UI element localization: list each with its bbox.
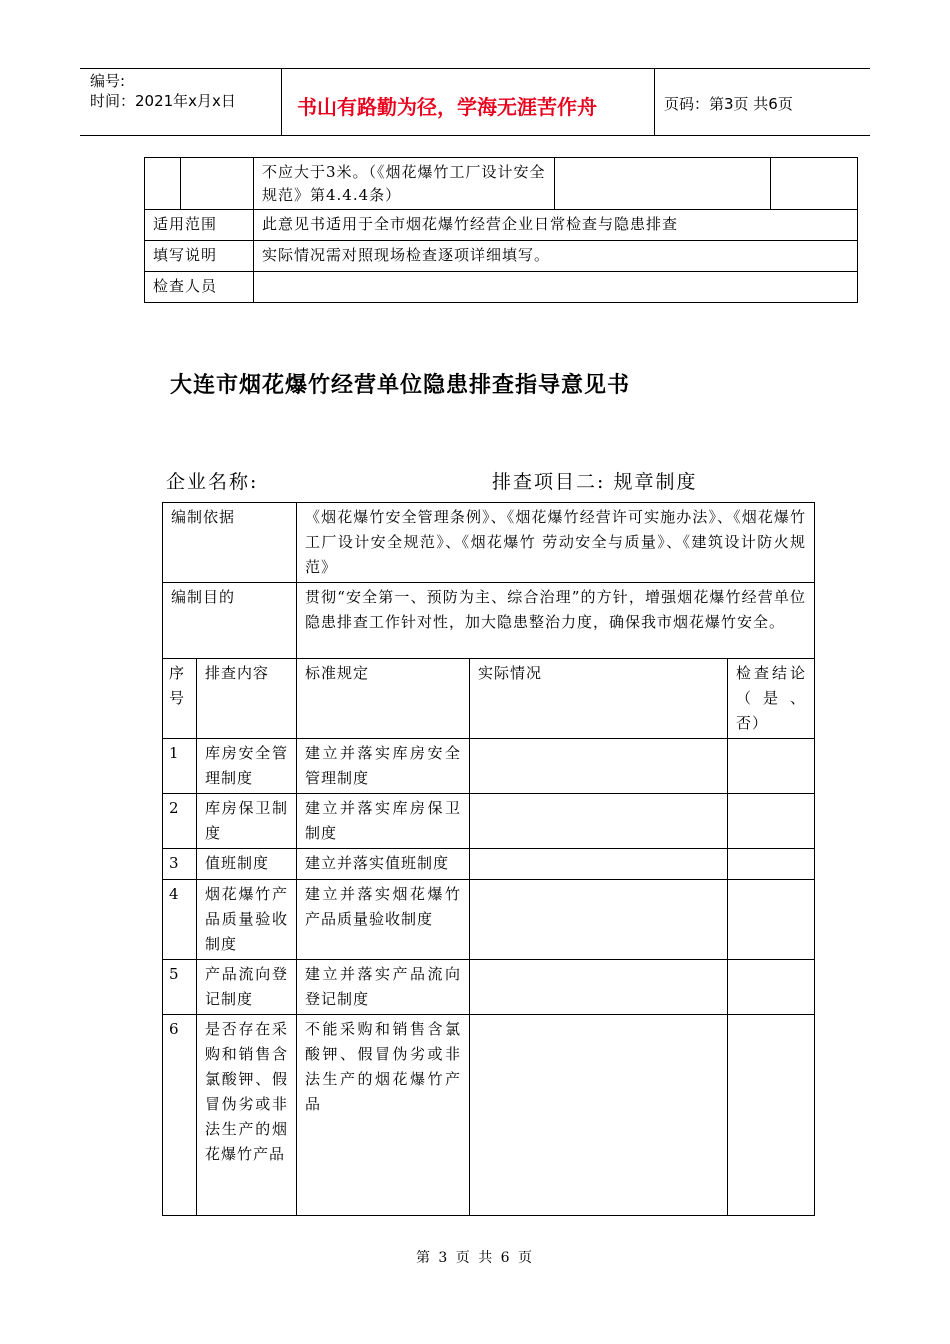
header-conclusion-text: 检查结论（是、否）: [736, 664, 807, 732]
inspector-label-cell: [145, 272, 254, 303]
row-actual[interactable]: [470, 739, 728, 794]
row-seq: [163, 794, 197, 849]
row-actual[interactable]: [470, 849, 728, 880]
row-content: [197, 739, 297, 794]
cont-cell-actual[interactable]: [555, 158, 771, 210]
cont-cell-conclusion[interactable]: [771, 158, 858, 210]
page-footer: 第 3 页 共 6 页: [415, 1250, 535, 1266]
row-conclusion[interactable]: [728, 960, 815, 1015]
row-standard-text: 建立并落实产品流向登记制度: [305, 965, 462, 1008]
row-conclusion[interactable]: [728, 1015, 815, 1216]
row-seq-text: 3: [169, 854, 180, 872]
header-conclusion: [728, 659, 815, 739]
table-row: [163, 739, 815, 794]
row-conclusion[interactable]: [728, 849, 815, 880]
row-content: [197, 794, 297, 849]
header-seq-text: 序号: [169, 664, 186, 707]
row-seq-text: 1: [169, 744, 180, 762]
row-seq: [163, 880, 197, 960]
row-actual[interactable]: [470, 794, 728, 849]
row-seq-text: 6: [169, 1020, 180, 1038]
row-standard: [297, 794, 470, 849]
row-content-text: 烟花爆竹产品质量验收制度: [205, 885, 289, 953]
inspection-table: [162, 502, 815, 1216]
header-divider-left: [281, 68, 282, 136]
row-conclusion[interactable]: [728, 794, 815, 849]
row-conclusion[interactable]: [728, 739, 815, 794]
row-seq: [163, 960, 197, 1015]
row-seq-text: 2: [169, 799, 180, 817]
row-actual[interactable]: [470, 880, 728, 960]
row-standard: [297, 849, 470, 880]
row-seq: [163, 739, 197, 794]
row-actual[interactable]: [470, 960, 728, 1015]
instructions-label: 填写说明: [153, 246, 218, 264]
cont-cell-standard: [254, 158, 555, 210]
row-standard-text: 建立并落实库房保卫制度: [305, 799, 462, 842]
scope-value: 此意见书适用于全市烟花爆竹经营企业日常检查与隐患排查: [262, 215, 679, 233]
row-standard-text: 建立并落实值班制度: [305, 854, 450, 872]
scope-value-cell: [254, 210, 858, 241]
instructions-value: 实际情况需对照现场检查逐项详细填写。: [262, 246, 551, 264]
table-row: [163, 880, 815, 960]
row-standard: [297, 880, 470, 960]
row-seq: [163, 849, 197, 880]
scope-label: 适用范围: [153, 215, 218, 233]
cont-cell-content: [181, 158, 254, 210]
purpose-value: 贯彻“安全第一、预防为主、综合治理”的方针，增强烟花爆竹经营单位隐患排查工作针对性，加大隐患整治力度，确保我市烟花爆竹安全。: [305, 588, 807, 631]
basis-value: 《烟花爆竹安全管理条例》、《烟花爆竹经营许可实施办法》、《烟花爆竹工厂设计安全规范》、《烟花爆竹 劳动安全与质量》、《建筑设计防火规范》: [305, 508, 807, 576]
header-top-rule: [80, 68, 870, 69]
instructions-label-cell: [145, 241, 254, 272]
row-content-text: 产品流向登记制度: [205, 965, 289, 1008]
table-row: [163, 794, 815, 849]
row-seq-text: 4: [169, 885, 180, 903]
header-content: [197, 659, 297, 739]
header-bottom-rule: [80, 135, 870, 136]
row-content: [197, 880, 297, 960]
continued-table: [144, 157, 858, 303]
row-standard-text: 建立并落实库房安全管理制度: [305, 744, 462, 787]
row-standard-text: 不能采购和销售含氯酸钾、假冒伪劣或非法生产的烟花爆竹产品: [305, 1020, 462, 1113]
row-standard: [297, 1015, 470, 1216]
table-row: [163, 1015, 815, 1216]
header-seq: [163, 659, 197, 739]
row-actual[interactable]: [470, 1015, 728, 1216]
row-content: [197, 960, 297, 1015]
header-time-label: 时间：2021年x月x日: [90, 92, 236, 110]
header-divider-right: [654, 68, 655, 136]
row-content-text: 库房安全管理制度: [205, 744, 289, 787]
purpose-value-cell: [297, 583, 815, 659]
scope-label-cell: [145, 210, 254, 241]
row-standard-text: 建立并落实烟花爆竹产品质量验收制度: [305, 885, 462, 928]
instructions-value-cell: [254, 241, 858, 272]
inspector-value-cell[interactable]: [254, 272, 858, 303]
header-content-text: 排查内容: [205, 664, 270, 682]
basis-label-cell: [163, 503, 297, 583]
row-conclusion[interactable]: [728, 880, 815, 960]
company-name-label: 企业名称:: [166, 471, 259, 493]
cont-cell-seq: [145, 158, 181, 210]
inspector-label: 检查人员: [153, 277, 218, 295]
cont-standard-text: 不应大于3米。（《烟花爆竹工厂设计安全规范》第4.4.4条）: [262, 163, 546, 204]
inspection-item-label: 排查项目二: 规章制度: [492, 471, 698, 493]
row-seq-text: 5: [169, 965, 180, 983]
header-number-label: 编号:: [90, 72, 126, 90]
row-content: [197, 1015, 297, 1216]
table-row: [163, 849, 815, 880]
row-standard: [297, 739, 470, 794]
row-content-text: 值班制度: [205, 854, 270, 872]
row-standard: [297, 960, 470, 1015]
header-motto: 书山有路勤为径，学海无涯苦作舟: [297, 95, 597, 119]
header-standard: [297, 659, 470, 739]
header-page-info: 页码：第3页 共6页: [664, 95, 793, 113]
purpose-label-cell: [163, 583, 297, 659]
purpose-label: 编制目的: [171, 588, 236, 606]
row-content-text: 库房保卫制度: [205, 799, 289, 842]
basis-label: 编制依据: [171, 508, 236, 526]
basis-value-cell: [297, 503, 815, 583]
table-row: [163, 960, 815, 1015]
row-content: [197, 849, 297, 880]
document-title: 大连市烟花爆竹经营单位隐患排查指导意见书: [170, 373, 631, 398]
header-standard-text: 标准规定: [305, 664, 370, 682]
row-seq: [163, 1015, 197, 1216]
header-actual-text: 实际情况: [478, 664, 543, 682]
header-actual: [470, 659, 728, 739]
row-content-text: 是否存在采购和销售含氯酸钾、假冒伪劣或非法生产的烟花爆竹产品: [205, 1020, 289, 1163]
